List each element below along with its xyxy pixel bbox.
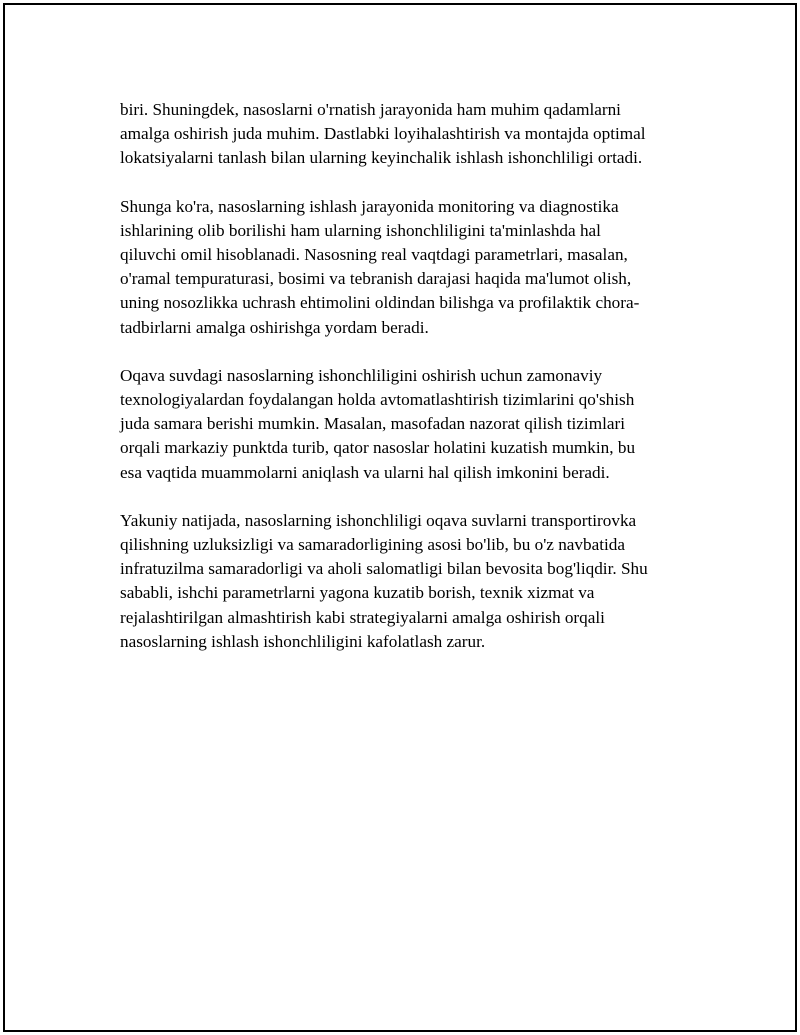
text-line: infratuzilma samaradorligi va aholi salomatligi bilan bevosita bog'liqdir. Shu xyxy=(120,559,648,579)
text-line: nasoslarning ishlash ishonchliligini kafolatlash zarur. xyxy=(120,631,486,651)
paragraph-1 xyxy=(120,98,692,171)
paragraph-2 xyxy=(120,195,692,340)
text-line: rejalashtirilgan almashtirish kabi strategiyalarni amalga oshirish orqali xyxy=(120,607,605,627)
text-line: lokatsiyalarni tanlash bilan ularning keyinchalik ishlash ishonchliligi ortadi. xyxy=(120,148,643,168)
paragraph-4 xyxy=(120,509,692,654)
text-line: Shunga ko'ra, nasoslarning ishlash jarayonida monitoring va diagnostika xyxy=(120,196,619,216)
text-line: qilishning uzluksizligi va samaradorligining asosi bo'lib, bu o'z navbatida xyxy=(120,535,626,555)
text-line: amalga oshirish juda muhim. Dastlabki loyihalashtirish va montajda optimal xyxy=(120,124,646,144)
text-line: sababli, ishchi parametrlarni yagona kuzatib borish, texnik xizmat va xyxy=(120,583,595,603)
text-line: orqali markaziy punktda turib, qator nasoslar holatini kuzatish mumkin, bu xyxy=(120,438,636,458)
text-line: uning nosozlikka uchrash ehtimolini oldindan bilishga va profilaktik chora- xyxy=(120,293,640,313)
document-page xyxy=(3,3,797,1032)
text-line: juda samara berishi mumkin. Masalan, masofadan nazorat qilish tizimlari xyxy=(120,414,625,434)
text-line: o'ramal tempuraturasi, bosimi va tebranish darajasi haqida ma'lumot olish, xyxy=(120,269,632,289)
text-line: biri. Shuningdek, nasoslarni o'rnatish jarayonida ham muhim qadamlarni xyxy=(120,100,621,119)
paragraph-3 xyxy=(120,364,692,485)
text-line: tadbirlarni amalga oshirishga yordam beradi. xyxy=(120,317,429,337)
text-line: qiluvchi omil hisoblanadi. Nasosning real vaqtdagi parametrlari, masalan, xyxy=(120,245,628,265)
document-body xyxy=(120,98,692,678)
text-line: esa vaqtida muammolarni aniqlash va ularni hal qilish imkonini beradi. xyxy=(120,462,610,482)
text-line: ishlarining olib borilishi ham ularning ishonchliligini ta'minlashda hal xyxy=(120,220,601,240)
text-line: texnologiyalardan foydalangan holda avtomatlashtirish tizimlarini qo'shish xyxy=(120,390,635,410)
text-line: Oqava suvdagi nasoslarning ishonchliligini oshirish uchun zamonaviy xyxy=(120,365,603,385)
text-line: Yakuniy natijada, nasoslarning ishonchliligi oqava suvlarni transportirovka xyxy=(120,510,637,530)
